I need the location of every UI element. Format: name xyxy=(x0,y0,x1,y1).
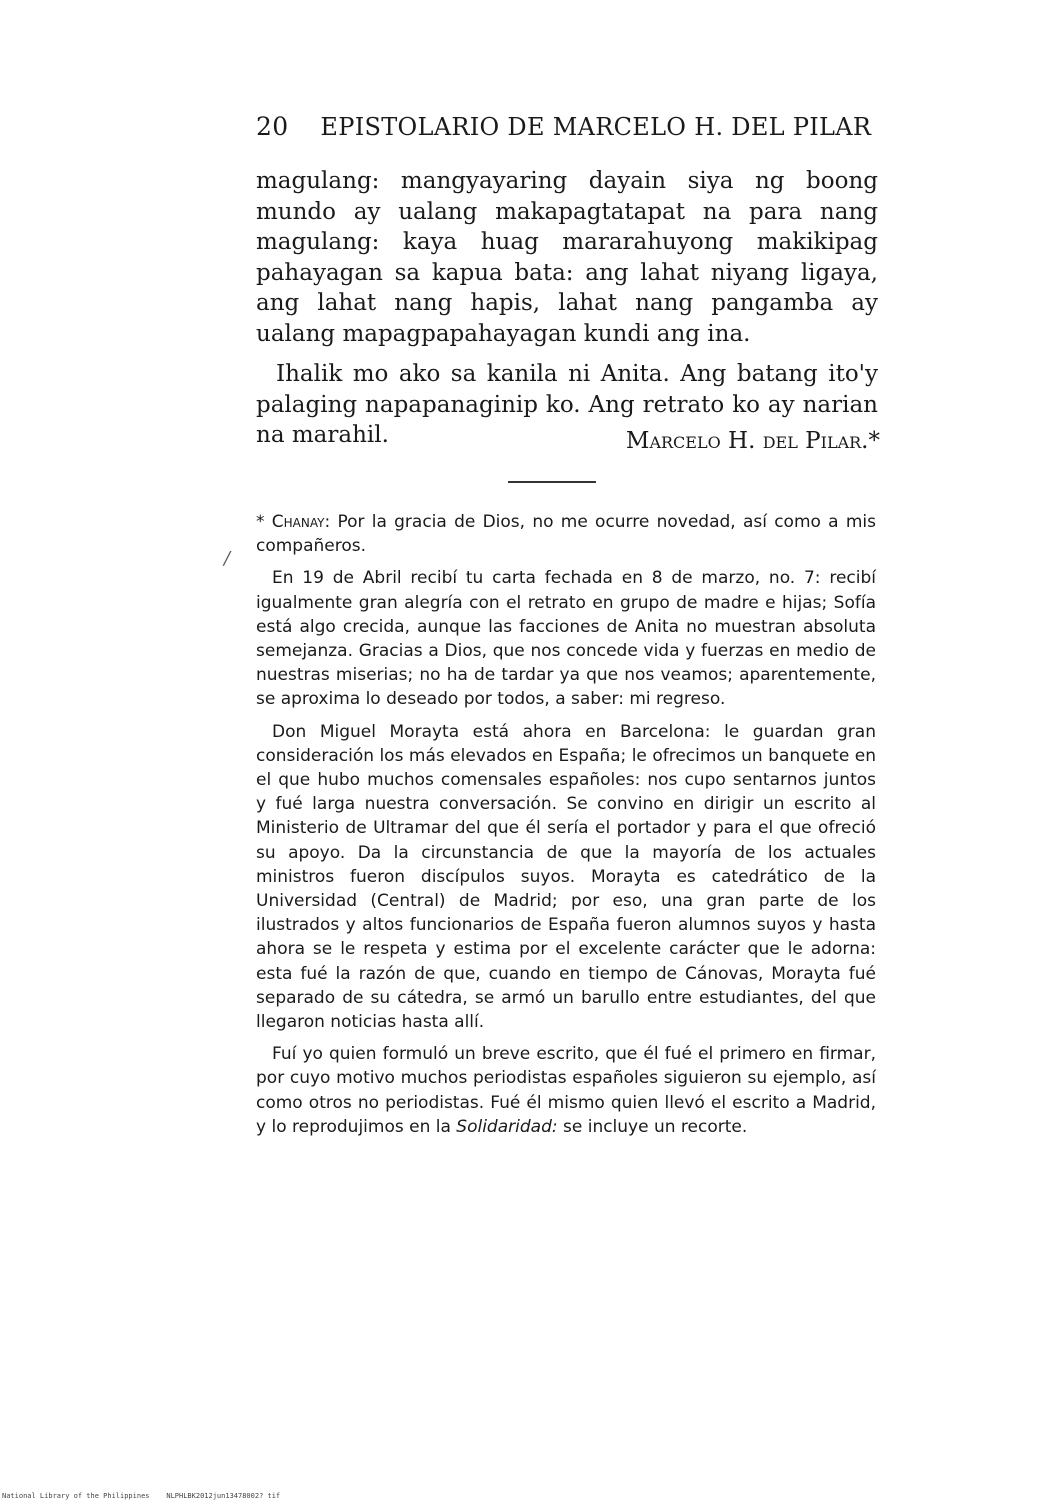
main-text xyxy=(256,166,878,451)
page-number: 20 xyxy=(256,112,289,141)
signature: Marcelo H. del Pilar.* xyxy=(625,428,880,454)
separator-rule xyxy=(508,481,596,483)
scan-footer: National Library of the Philippines NLPHLBK2012jun13478002? tif xyxy=(2,1492,281,1500)
footnote-speaker: Chanay xyxy=(271,512,325,532)
main-paragraph-2: Ihalik mo ako sa kanila ni Anita. Ang batang ito'y palaging napapanaginip ko. Ang retrato ko ay narian na marahil. xyxy=(256,361,878,448)
running-title: EPISTOLARIO DE MARCELO H. DEL PILAR xyxy=(320,113,872,141)
newspaper-title: Solidaridad: xyxy=(456,1116,558,1137)
footnote-first-line: : Por la gracia de Dios, no me ocurre novedad, así como a mis compañeros. xyxy=(256,512,876,557)
footnote-marker: * xyxy=(256,512,272,532)
footnote-opening xyxy=(256,510,876,558)
footnote-paragraph-3 xyxy=(256,1042,876,1139)
footnote xyxy=(256,510,876,1139)
footnote-paragraph-3-start: Fuí yo quien formuló un breve escrito, que él fué el primero en firmar, por cuyo motivo muchos periodistas españoles siguieron su ejemplo, así como otros no periodistas. Fué él mismo quien llevó el escrito a Madrid, y lo reprodujimos en la xyxy=(256,1044,876,1137)
footnote-paragraph-3-end: se incluye un recorte. xyxy=(557,1116,748,1137)
main-paragraph-1: magulang: mangyayaring dayain siya ng boong mundo ay ualang makapagtatapat na para nang magulang: kaya huag mararahuyong makikipag pahayagan sa kapua bata: ang lahat niyang ligaya, ang lahat nang hapis, lahat nang pangamba ay ualang mapagpapahayagan kundi ang ina. xyxy=(256,168,878,347)
stray-mark: / xyxy=(224,548,231,569)
running-header xyxy=(256,112,876,141)
footnote-paragraph-2: Don Miguel Morayta está ahora en Barcelona: le guardan gran consideración los más elevados en España; le ofrecimos un banquete en el que hubo muchos comensales españoles: nos cupo sentarnos juntos y fué larga nuestra conversación. Se convino en dirigir un escrito al Ministerio de Ultramar del que él sería el portador y para el que ofreció su apoyo. Da la circunstancia de que la mayoría de los actuales ministros fueron discípulos suyos. Morayta es catedrático de la Universidad (Central) de Madrid; por eso, una gran parte de los ilustrados y altos funcionarios de España fueron alumnos suyos y hasta ahora se le respeta y estima por el excelente carácter que le adorna: esta fué la razón de que, cuando en tiempo de Cánovas, Morayta fué separado de su cátedra, se armó un barullo entre estudiantes, del que llegaron noticias hasta allí. xyxy=(256,721,876,1033)
footnote-paragraph-1: En 19 de Abril recibí tu carta fechada en 8 de marzo, no. 7: recibí igualmente gran alegría con el retrato en grupo de madre e hijas; Sofía está algo crecida, aunque las facciones de Anita no muestran absoluta semejanza. Gracias a Dios, que nos concede vida y fuerzas en medio de nuestras miserias; no ha de tardar ya que nos veamos; aparentemente, se aproxima lo deseado por todos, a saber: mi regreso. xyxy=(256,568,876,710)
